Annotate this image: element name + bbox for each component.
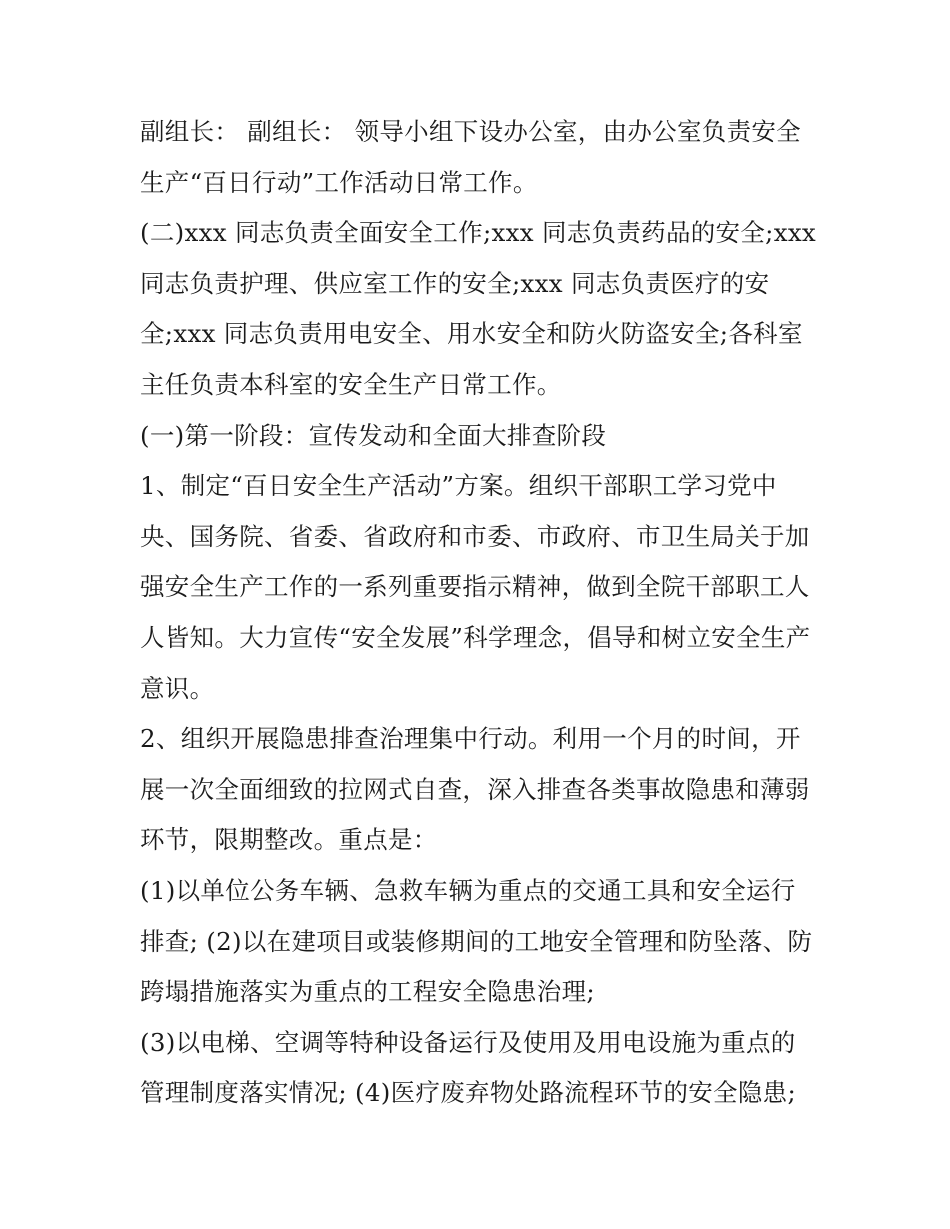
text-line: 强安全生产工作的一系列重要指示精神，做到全院干部职工人 [140,572,810,602]
text-line: 跨塌措施落实为重点的工程安全隐患治理; [140,977,595,1007]
text-line: 展一次全面细致的拉网式自查，深入排查各类事故隐患和薄弱 [140,774,810,804]
text-line: 管理制度落实情况; (4)医疗废弃物处路流程环节的安全隐患; [140,1078,796,1108]
text-line: 人皆知。大力宣传“安全发展”科学理念，倡导和树立安全生产 [140,622,811,652]
text-line: 同志负责护理、供应室工作的安全;xxx 同志负责医疗的安 [140,268,770,298]
text-line: 意识。 [140,673,215,703]
text-line: 央、国务院、省委、省政府和市委、市政府、市卫生局关于加 [140,521,810,551]
text-line: 副组长： 副组长： 领导小组下设办公室，由办公室负责安全 [140,117,801,146]
text-line: (1)以单位公务车辆、急救车辆为重点的交通工具和安全运行 [140,875,796,905]
text-line: 全;xxx 同志负责用电安全、用水安全和防火防盗安全;各科室 [140,319,803,349]
text-line: (3)以电梯、空调等特种设备运行及使用及用电设施为重点的 [140,1027,796,1057]
text-line: (二)xxx 同志负责全面安全工作;xxx 同志负责药品的安全;xxx [140,218,817,248]
section-heading: (一)第一阶段：宣传发动和全面大排查阶段 [140,420,607,450]
text-line: 1、制定“百日安全生产活动”方案。组织干部职工学习党中 [140,471,777,501]
body-text [140,107,830,1119]
text-line: 生产“百日行动”工作活动日常工作。 [140,167,538,197]
text-line: 排查; (2)以在建项目或装修期间的工地安全管理和防坠落、防 [140,926,813,956]
text-line: 2、组织开展隐患排查治理集中行动。利用一个月的时间，开 [140,724,801,754]
text-line: 环节，限期整改。重点是： [140,825,438,855]
text-line: 主任负责本科室的安全生产日常工作。 [140,369,562,399]
